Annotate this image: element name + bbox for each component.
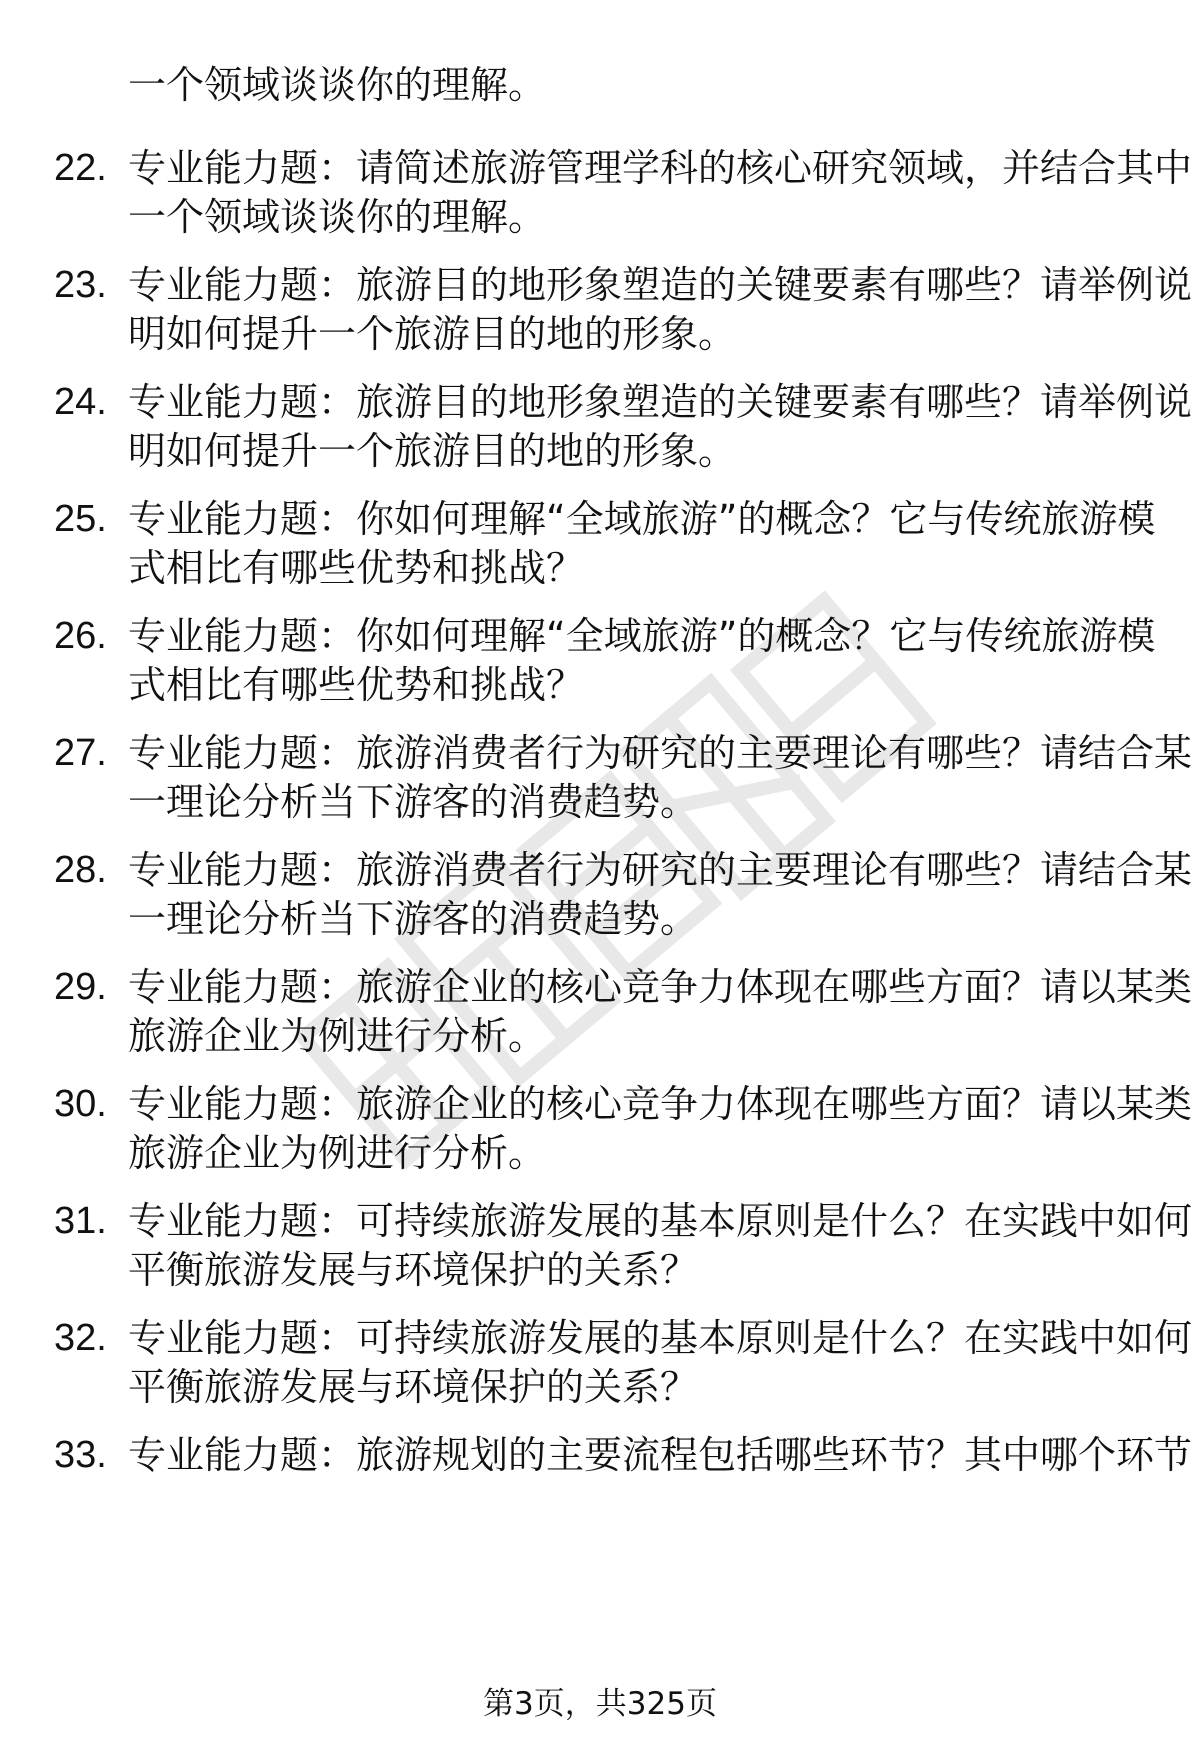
question-number: 22. — [54, 147, 107, 189]
question-text-line: 专业能力题：你如何理解“全域旅游”的概念？它与传统旅游模 — [128, 614, 1156, 658]
question-number: 33. — [54, 1434, 107, 1476]
question-text-line: 一理论分析当下游客的消费趋势。 — [128, 780, 699, 824]
question-number: 24. — [54, 381, 107, 423]
question-number: 31. — [54, 1200, 107, 1242]
question-text-line: 专业能力题：你如何理解“全域旅游”的概念？它与传统旅游模 — [128, 497, 1156, 541]
question-number: 28. — [54, 849, 107, 891]
page-footer: 第3页，共325页 — [483, 1686, 717, 1722]
question-text-line: 一个领域谈谈你的理解。 — [128, 195, 547, 239]
question-text-line: 一理论分析当下游客的消费趋势。 — [128, 897, 699, 941]
question-number: 27. — [54, 732, 107, 774]
question-text-line: 式相比有哪些优势和挑战？ — [128, 546, 585, 590]
question-number: 23. — [54, 264, 107, 306]
question-text-line: 旅游企业为例进行分析。 — [128, 1131, 547, 1175]
question-text-line: 旅游企业为例进行分析。 — [128, 1014, 547, 1058]
question-text-line: 专业能力题：旅游企业的核心竞争力体现在哪些方面？请以某类 — [128, 1082, 1193, 1126]
question-text-line: 平衡旅游发展与环境保护的关系？ — [128, 1365, 699, 1409]
question-text-line: 专业能力题：旅游目的地形象塑造的关键要素有哪些？请举例说 — [128, 380, 1193, 424]
question-text-line: 明如何提升一个旅游目的地的形象。 — [128, 429, 737, 473]
question-text-line: 平衡旅游发展与环境保护的关系？ — [128, 1248, 699, 1292]
question-text-line: 专业能力题：可持续旅游发展的基本原则是什么？在实践中如何 — [128, 1199, 1193, 1243]
question-number: 26. — [54, 615, 107, 657]
question-text-line: 专业能力题：旅游消费者行为研究的主要理论有哪些？请结合某 — [128, 848, 1193, 892]
question-number: 29. — [54, 966, 107, 1008]
question-number: 25. — [54, 498, 107, 540]
question-text-line: 式相比有哪些优势和挑战？ — [128, 663, 585, 707]
question-text-line: 专业能力题：可持续旅游发展的基本原则是什么？在实践中如何 — [128, 1316, 1193, 1360]
intro-line: 一个领域谈谈你的理解。 — [128, 63, 547, 107]
question-text-line: 专业能力题：旅游消费者行为研究的主要理论有哪些？请结合某 — [128, 731, 1193, 775]
question-number: 32. — [54, 1317, 107, 1359]
question-text-line: 专业能力题：请简述旅游管理学科的核心研究领域，并结合其中 — [128, 146, 1193, 190]
question-text-line: 专业能力题：旅游企业的核心竞争力体现在哪些方面？请以某类 — [128, 965, 1193, 1009]
question-text-line: 专业能力题：旅游目的地形象塑造的关键要素有哪些？请举例说 — [128, 263, 1193, 307]
question-number: 30. — [54, 1083, 107, 1125]
question-text-line: 专业能力题：旅游规划的主要流程包括哪些环节？其中哪个环节 — [128, 1433, 1193, 1477]
question-text-line: 明如何提升一个旅游目的地的形象。 — [128, 312, 737, 356]
